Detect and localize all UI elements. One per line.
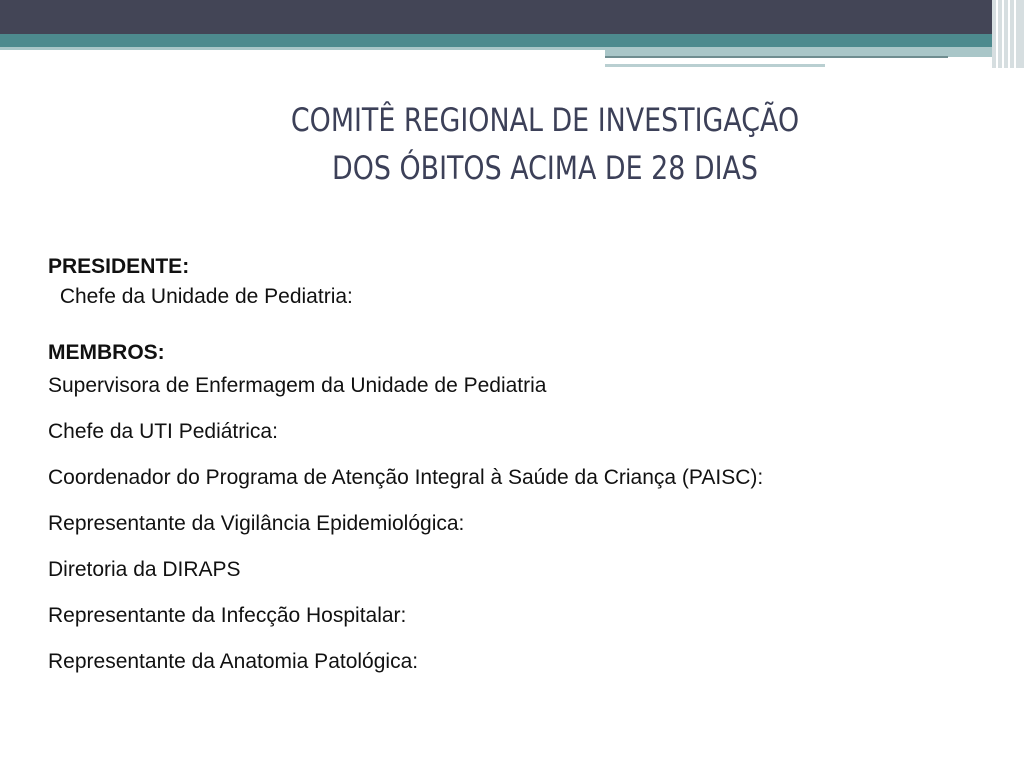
section-spacer bbox=[48, 312, 1008, 338]
header-band-light bbox=[0, 47, 605, 50]
header-band-teal bbox=[0, 34, 1024, 47]
members-heading: MEMBROS: bbox=[48, 341, 165, 364]
slide-title-line-2: DOS ÓBITOS ACIMA DE 28 DIAS bbox=[332, 149, 758, 187]
header-corner-stripes bbox=[992, 0, 1024, 68]
members-list bbox=[48, 371, 1008, 677]
header-band-dark bbox=[0, 0, 1024, 34]
member-item: Representante da Vigilância Epidemiológica: bbox=[48, 512, 465, 535]
member-item: Representante da Anatomia Patológica: bbox=[48, 650, 419, 673]
president-heading: PRESIDENTE: bbox=[48, 255, 190, 278]
corner-stripe bbox=[1002, 0, 1004, 68]
corner-stripe bbox=[996, 0, 998, 68]
header-accent-line bbox=[605, 56, 948, 58]
member-item: Supervisora de Enfermagem da Unidade de Pediatria bbox=[48, 374, 547, 397]
member-item: Diretoria da DIRAPS bbox=[48, 558, 241, 581]
member-item: Chefe da UTI Pediátrica: bbox=[48, 420, 278, 443]
member-item: Representante da Infecção Hospitalar: bbox=[48, 604, 407, 627]
slide-content bbox=[48, 252, 1008, 693]
corner-stripe bbox=[1008, 0, 1010, 68]
member-item: Coordenador do Programa de Atenção Integral à Saúde da Criança (PAISC): bbox=[48, 466, 764, 489]
header-accent-line-short bbox=[605, 64, 825, 67]
corner-stripe bbox=[1014, 0, 1016, 68]
slide-title bbox=[238, 96, 851, 192]
slide-title-line-1: COMITÊ REGIONAL DE INVESTIGAÇÃO bbox=[290, 101, 800, 139]
president-item: Chefe da Unidade de Pediatria: bbox=[54, 285, 353, 308]
